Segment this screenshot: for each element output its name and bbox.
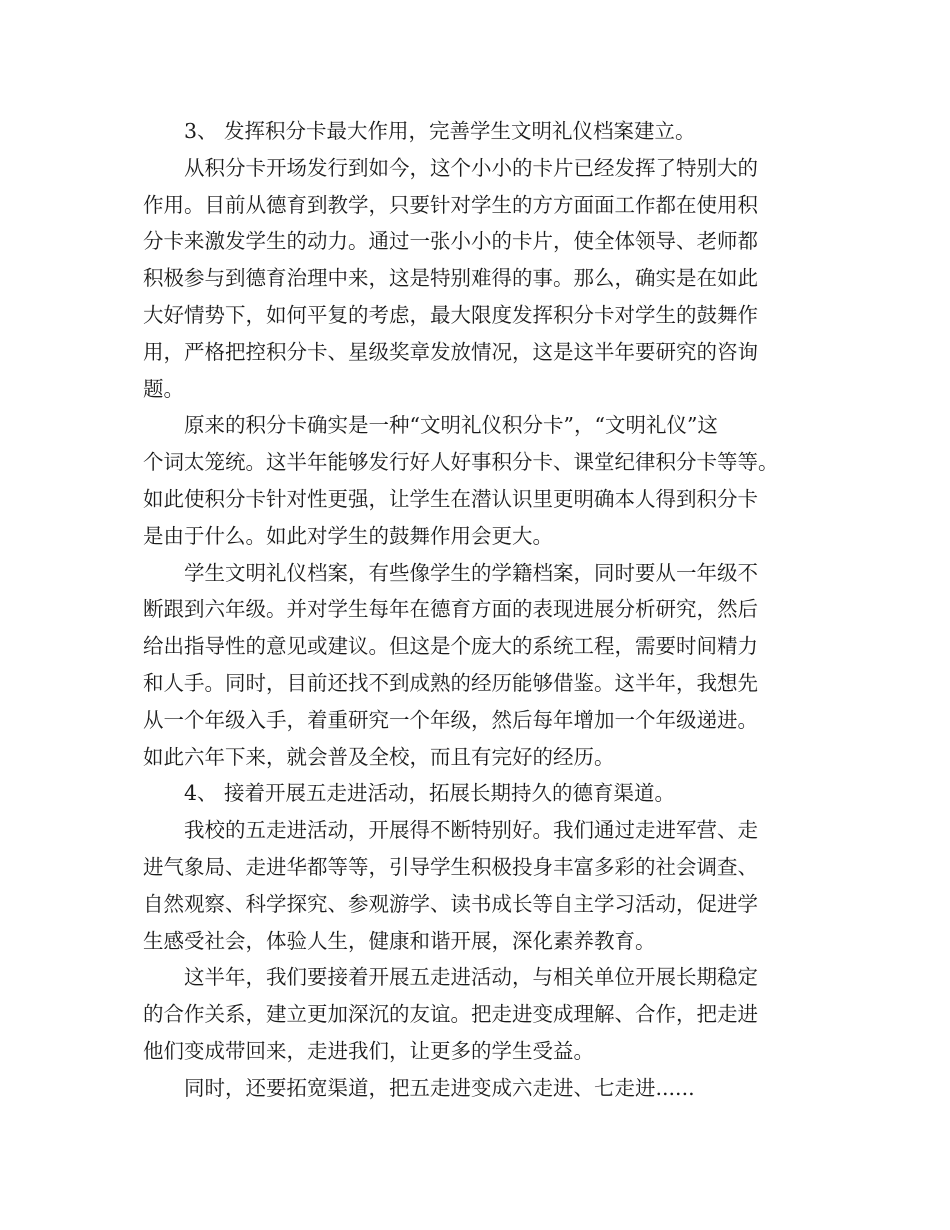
paragraph-line: 作用。目前从德育到教学，只要针对学生的方方面面工作都在使用积 bbox=[143, 192, 758, 217]
paragraph-line: 进气象局、走进华都等等，引导学生积极投身丰富多彩的社会调查、 bbox=[143, 854, 758, 879]
paragraph-line: 如此六年下来，就会普及全校，而且有完好的经历。 bbox=[143, 744, 615, 769]
paragraph-line: 给出指导性的意见或建议。但这是个庞大的系统工程，需要时间精力 bbox=[143, 634, 758, 659]
paragraph-line: 题。 bbox=[143, 376, 184, 401]
paragraph-line: 原来的积分卡确实是一种“文明礼仪积分卡”，“文明礼仪”这 bbox=[184, 413, 718, 438]
paragraph-line: 如此使积分卡针对性更强，让学生在潜认识里更明确本人得到积分卡 bbox=[143, 486, 758, 511]
paragraph-line: 积极参与到德育治理中来，这是特别难得的事。那么，确实是在如此 bbox=[143, 266, 758, 291]
paragraph-line: 我校的五走进活动，开展得不断特别好。我们通过走进军营、走 bbox=[184, 818, 758, 843]
paragraph-line: 学生文明礼仪档案，有些像学生的学籍档案，同时要从一年级不 bbox=[184, 560, 758, 585]
paragraph-line: 是由于什么。如此对学生的鼓舞作用会更大。 bbox=[143, 523, 553, 548]
paragraph-line: 从积分卡开场发行到如今，这个小小的卡片已经发挥了特别大的 bbox=[184, 155, 758, 180]
section-heading-3: 3、 发挥积分卡最大作用，完善学生文明礼仪档案建立。 bbox=[184, 119, 696, 143]
paragraph-line: 断跟到六年级。并对学生每年在德育方面的表现进展分析研究，然后 bbox=[143, 597, 758, 622]
paragraph-line: 个词太笼统。这半年能够发行好人好事积分卡、课堂纪律积分卡等等。 bbox=[143, 450, 779, 475]
paragraph-line: 自然观察、科学探究、参观游学、读书成长等自主学习活动，促进学 bbox=[143, 891, 758, 916]
paragraph-line: 他们变成带回来，走进我们，让更多的学生受益。 bbox=[143, 1038, 594, 1063]
paragraph-line: 从一个年级入手，着重研究一个年级，然后每年增加一个年级递进。 bbox=[143, 707, 758, 732]
paragraph-line: 用，严格把控积分卡、星级奖章发放情况，这是这半年要研究的咨询 bbox=[143, 339, 758, 364]
paragraph-line: 同时，还要拓宽渠道，把五走进变成六走进、七走进...... bbox=[184, 1075, 695, 1100]
document-body bbox=[143, 113, 819, 1107]
paragraph-line: 生感受社会，体验人生，健康和谐开展，深化素养教育。 bbox=[143, 928, 656, 953]
paragraph-line: 分卡来激发学生的动力。通过一张小小的卡片，使全体领导、老师都 bbox=[143, 229, 758, 254]
section-heading-4: 4、 接着开展五走进活动，拓展长期持久的德育渠道。 bbox=[184, 781, 676, 806]
paragraph-line: 大好情势下，如何平复的考虑，最大限度发挥积分卡对学生的鼓舞作 bbox=[143, 302, 758, 327]
paragraph-line: 这半年，我们要接着开展五走进活动，与相关单位开展长期稳定 bbox=[184, 965, 758, 990]
paragraph-line: 和人手。同时，目前还找不到成熟的经历能够借鉴。这半年，我想先 bbox=[143, 670, 758, 695]
paragraph-line: 的合作关系，建立更加深沉的友谊。把走进变成理解、合作，把走进 bbox=[143, 1002, 758, 1027]
